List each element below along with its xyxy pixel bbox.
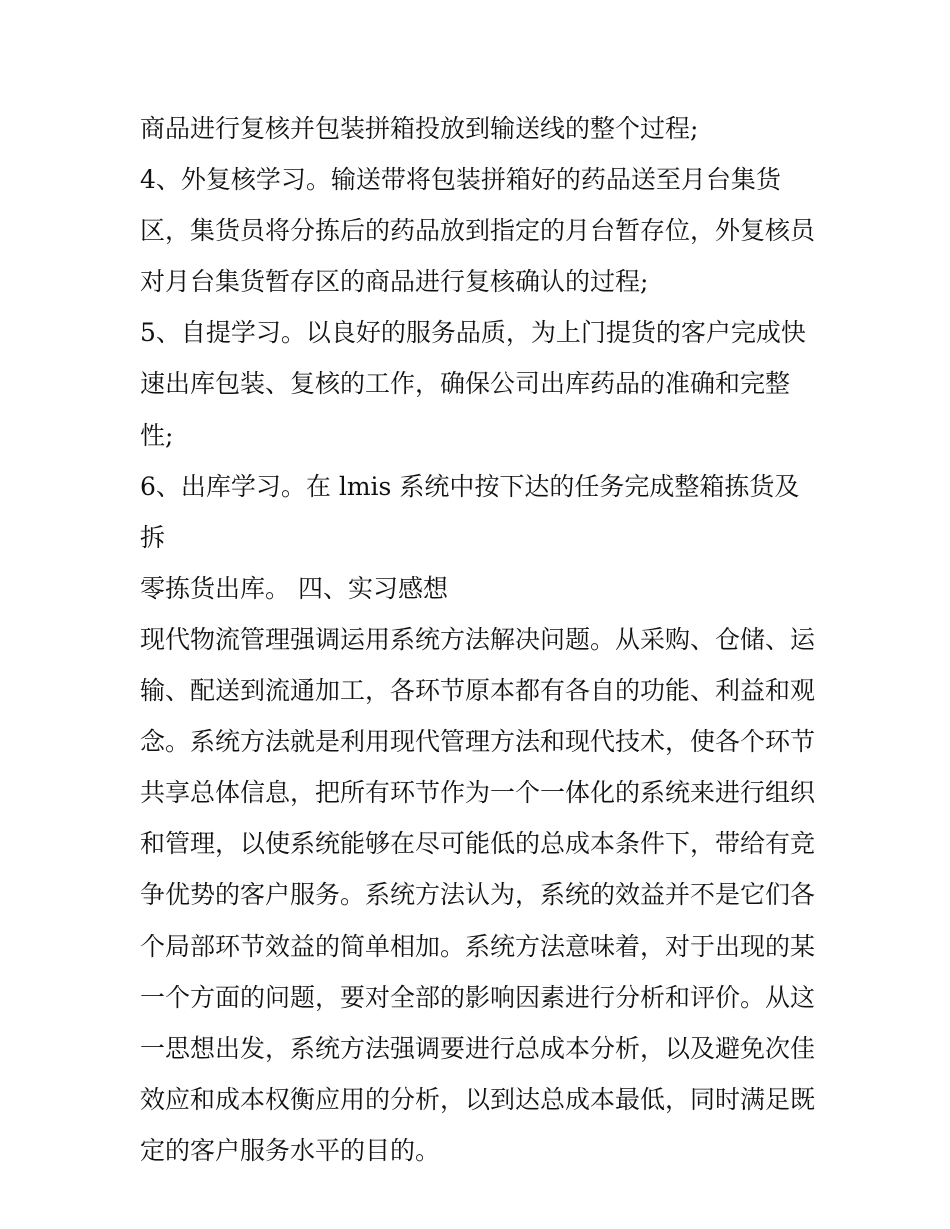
text-line: 争优势的客户服务。系统方法认为，系统的效益并不是它们各 (140, 880, 816, 910)
text-line: 现代物流管理强调运用系统方法解决问题。从采购、仓储、运 (140, 624, 816, 654)
text-line: 个局部环节效益的简单相加。系统方法意味着，对于出现的某 (140, 931, 816, 961)
text-line: 4、外复核学习。输送带将包装拼箱好的药品送至月台集货 (140, 165, 781, 195)
text-line: 输、配送到流通加工，各环节原本都有各自的功能、利益和观 (140, 676, 816, 706)
text-line: 6、出库学习。在 lmis 系统中按下达的任务完成整箱拣货及拆 (140, 471, 800, 552)
text-line: 一思想出发，系统方法强调要进行总成本分析，以及避免次佳 (140, 1033, 816, 1063)
document-body (140, 103, 820, 1176)
text-line: 和管理，以使系统能够在尽可能低的总成本条件下，带给有竞 (140, 829, 816, 859)
text-line: 区，集货员将分拣后的药品放到指定的月台暂存位，外复核员 (140, 216, 816, 246)
text-line: 商品进行复核并包装拼箱投放到输送线的整个过程; (140, 114, 699, 143)
text-line: 对月台集货暂存区的商品进行复核确认的过程; (140, 267, 649, 297)
text-line: 共享总体信息，把所有环节作为一个一体化的系统来进行组织 (140, 778, 816, 808)
text-line: 念。系统方法就是利用现代管理方法和现代技术，使各个环节 (140, 727, 816, 757)
text-line: 零拣货出库。 四、实习感想 (140, 573, 448, 603)
text-line: 5、自提学习。以良好的服务品质，为上门提货的客户完成快 (140, 318, 806, 348)
text-line: 效应和成本权衡应用的分析，以到达总成本最低，同时满足既 (140, 1084, 816, 1114)
text-line: 速出库包装、复核的工作，确保公司出库药品的准确和完整 (140, 369, 791, 399)
text-line: 一个方面的问题，要对全部的影响因素进行分析和评价。从这 (140, 982, 816, 1012)
text-line: 定的客户服务水平的目的。 (140, 1135, 441, 1165)
text-line: 性; (140, 420, 174, 450)
